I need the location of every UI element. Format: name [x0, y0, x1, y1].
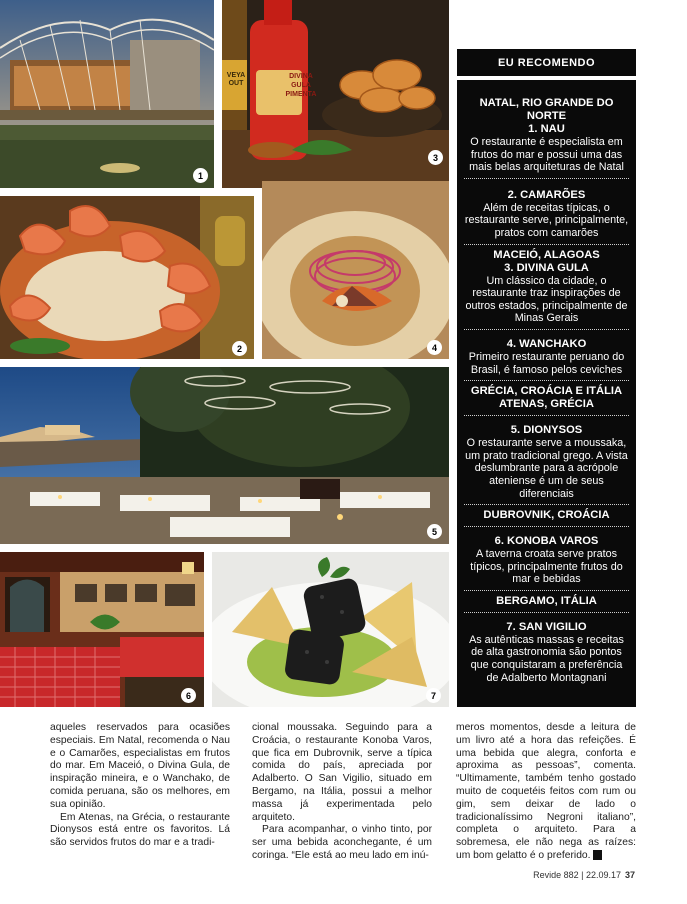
paragraph: Em Atenas, na Grécia, o restaurante Dionysos está entre os favoritos. Lá são servidos frutos do mar e a tradi- [50, 811, 230, 849]
photo-number: 3 [428, 150, 443, 165]
recommendation-sidebar [457, 49, 636, 707]
photo-5 [0, 367, 449, 544]
paragraph: aqueles reservados para ocasiões especiais. Em Natal, recomenda o Nau e o Camarões, especialistas em frutos do mar. Em Maceió, o Divina Gula, de inspiração mineira, e o Wanchako, de comida peruana, são os melhores, em sua opinião. [50, 722, 230, 810]
architecture-icon [0, 0, 214, 188]
photo-7 [212, 552, 449, 707]
sidebar-block-title: 5. DIONYSOS [510, 424, 583, 437]
sidebar-block-title: BERGAMO, ITÁLIA [496, 594, 597, 607]
tavern-interior-icon [0, 552, 204, 707]
fried-snack-icon [222, 0, 449, 188]
sidebar-block [464, 415, 629, 504]
sidebar-block [464, 380, 629, 415]
bottle-label: VEYA OUT [226, 72, 246, 87]
sidebar-block-text: Primeiro restaurante peruano do Brasil, é famoso pelos ceviches [468, 350, 625, 376]
photo-number: 5 [427, 524, 442, 539]
photo-number: 7 [426, 688, 441, 703]
sidebar-block [464, 590, 629, 612]
page-footer [533, 870, 635, 880]
plated-dish-icon [212, 552, 449, 707]
bottle-label-line: GULA [291, 82, 311, 89]
photo-number: 1 [193, 168, 208, 183]
bottle-label-line: DIVINA [289, 73, 313, 80]
page-number: 37 [624, 870, 635, 880]
sidebar-block [464, 178, 629, 244]
sidebar-block-title: 7. SAN VIGILIO [506, 620, 587, 633]
sidebar-block [464, 329, 629, 380]
sidebar-block-text: O restaurante serve a moussaka, um prato tradicional grego. A vista deslumbrante para a acrópole ateniense é um de seus diferenciais [465, 437, 628, 500]
sidebar-block-text: As autênticas massas e receitas de alta gastronomia são pontos que conquistaram a preferência de Adalberto Montagnani [469, 633, 624, 684]
end-mark-icon [593, 850, 602, 860]
ceviche-icon [262, 181, 449, 359]
terrace-restaurant-icon [0, 367, 449, 544]
sidebar-block [464, 612, 629, 688]
bottle-label-line: PIMENTA [285, 91, 317, 98]
sidebar-block-title: 6. KONOBA VAROS [494, 535, 599, 548]
sidebar-block-title: MACEIÓ, ALAGOAS 3. DIVINA GULA [493, 248, 600, 274]
photo-4 [262, 181, 449, 359]
sidebar-block-text: Um clássico da cidade, o restaurante traz inspirações de outros estados, principalmente de Minas Gerais [465, 274, 628, 325]
sidebar-header: EU RECOMENDO [457, 49, 636, 80]
photo-2 [0, 196, 254, 359]
sidebar-block-title: NATAL, RIO GRANDE DO NORTE 1. NAU [479, 97, 614, 135]
paragraph: cional moussaka. Seguindo para a Croácia, o restaurante Konoba Varos, que fica em Dubrovnik, serve a típica comida do país, apreciada por Adalberto. O San Vigilio, situado em Bergamo, na Itália, possui a melhor massa já experimentada pelo arquiteto. [252, 722, 432, 823]
photo-number: 6 [181, 688, 196, 703]
text-column-1 [50, 722, 230, 850]
photo-number: 2 [232, 341, 247, 356]
sidebar-block-title: 4. WANCHAKO [506, 337, 587, 350]
text-column-2 [252, 722, 432, 863]
sidebar-block-text: O restaurante é especialista em frutos do mar e possui uma das mais belas arquiteturas de Natal [469, 136, 624, 174]
sidebar-block-title: 2. CAMARÕES [507, 188, 586, 201]
issue-info: Revide 882 | 22.09.17 [533, 870, 621, 880]
photo-6 [0, 552, 204, 707]
photo-number: 4 [427, 340, 442, 355]
paragraph: Para acompanhar, o vinho tinto, por ser uma bebida aconchegante, é um coringa. “Ele está ao meu lado em inú- [252, 824, 432, 861]
sidebar-block-title: DUBROVNIK, CROÁCIA [483, 509, 610, 522]
paragraph [456, 722, 636, 863]
sidebar-block-text: A taverna croata serve pratos típicos, principalmente frutos do mar e bebidas [470, 548, 623, 586]
sidebar-block-title: GRÉCIA, CROÁCIA E ITÁLIA ATENAS, GRÉCIA [470, 385, 623, 411]
paragraph-text: meros momentos, desde a leitura de um livro até a hora das refeições. É uma bebida que alegra, conforta e aproxima as pessoas”, comenta. “Ultimamente, também tenho gostado muito de coquetéis feitos com rum ou gim, sem deixar de lado o tradicionalíssimo Negroni italiano”, completa o arquiteto. Para a sobremesa, ele não nega as raízes: um bom gelatto é o preferido. [456, 722, 636, 861]
bottle-label [278, 72, 324, 99]
photo-1 [0, 0, 214, 188]
sidebar-block [464, 244, 629, 329]
shrimp-dish-icon [0, 196, 254, 359]
sidebar-block [464, 93, 629, 178]
sidebar-content [457, 80, 636, 688]
photo-3 [222, 0, 449, 188]
sidebar-block [464, 504, 629, 526]
sidebar-block [464, 526, 629, 590]
text-column-3 [456, 722, 636, 863]
sidebar-block-text: Além de receitas típicas, o restaurante serve, principalmente, pratos com camarões [464, 201, 629, 239]
